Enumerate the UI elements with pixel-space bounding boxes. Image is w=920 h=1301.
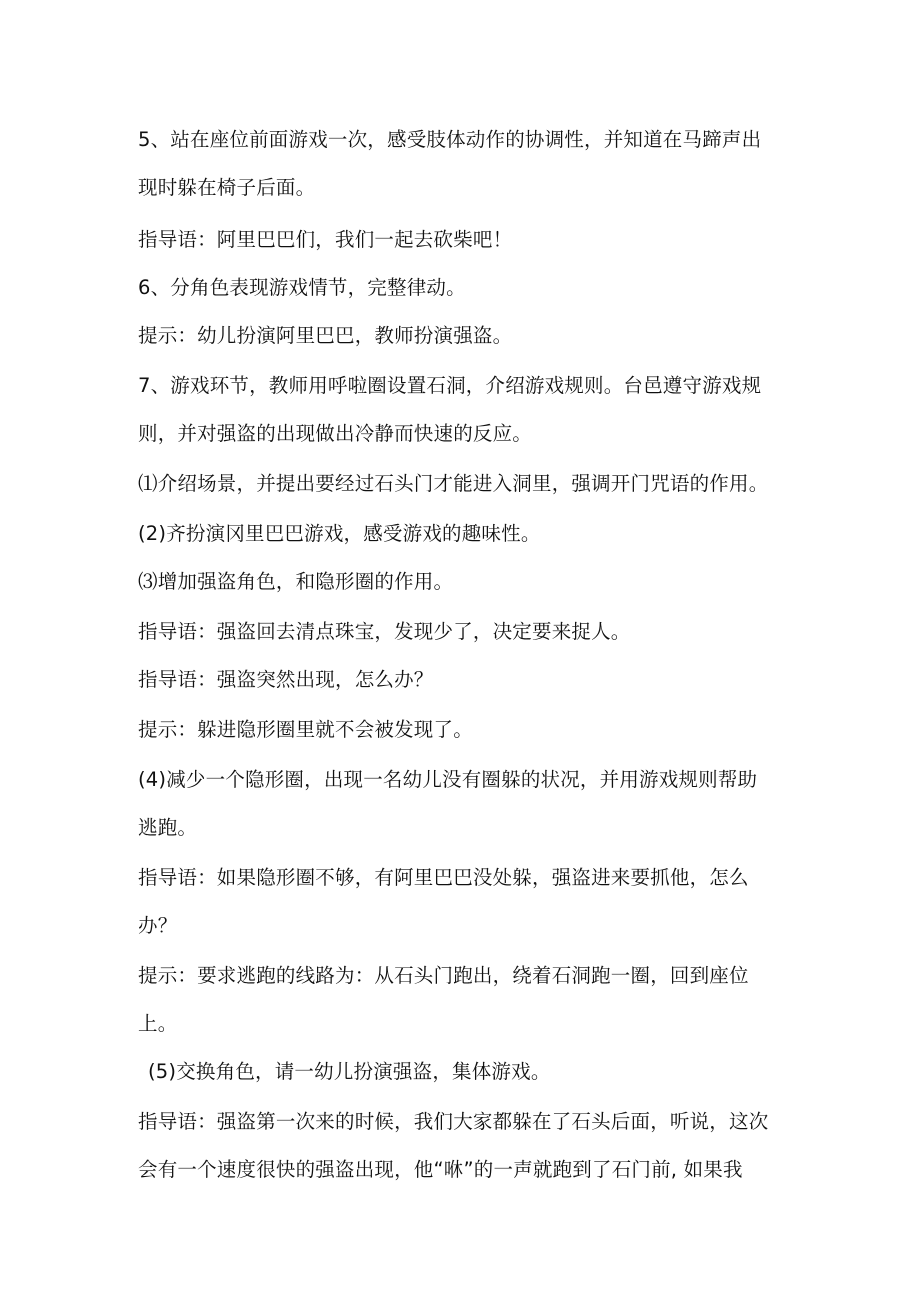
text-line: (2)齐扮演冈里巴巴游戏，感受游戏的趣味性。	[138, 522, 541, 545]
text-line: 指导语：强盗第一次来的时候，我们大家都躲在了石头后面，听说，这次	[138, 1110, 769, 1133]
text-line: 提示：躲进隐形圈里就不会被发现了。	[138, 718, 473, 741]
text-line: 6、分角色表现游戏情节，完整律动。	[138, 276, 466, 299]
text-line: 则，并对强盗的出现做出冷静而快速的反应。	[138, 422, 533, 445]
text-line: 指导语：强盗回去清点珠宝，发现少了，决定要来捉人。	[138, 620, 631, 643]
text-line: 逃跑。	[138, 816, 198, 839]
text-line: 5、站在座位前面游戏一次，感受肢体动作的协调性，并知道在马蹄声出	[138, 128, 762, 151]
text-line: 提示：幼儿扮演阿里巴巴，教师扮演强盗。	[138, 324, 513, 347]
text-line: 上。	[138, 1012, 178, 1035]
text-line: ⑶增加强盗角色，和隐形圈的作用。	[138, 570, 454, 593]
text-line: (5)交换角色，请一幼儿扮演强盗，集体游戏。	[148, 1060, 551, 1083]
text-line: 指导语：强盗突然出现，怎么办？	[138, 668, 434, 691]
text-line: 会有一个速度很快的强盗出现，他“咻”的一声就跑到了石门前, 如果我	[138, 1158, 743, 1181]
text-line: 指导语：阿里巴巴们，我们一起去砍柴吧！	[138, 228, 513, 251]
text-line: 指导语：如果隐形圈不够，有阿里巴巴没处躲，强盗进来要抓他，怎么	[138, 866, 749, 889]
text-line: 7、游戏环节，教师用呼啦圈设置石洞，介绍游戏规则。台邑遵守游戏规	[138, 374, 762, 397]
text-line: 办？	[138, 914, 178, 937]
text-line: 提示：要求逃跑的线路为：从石头门跑出，绕着石洞跑一圈，回到座位	[138, 964, 749, 987]
text-line: (4)减少一个隐形圈，出现一名幼儿没有圈躲的状况，并用游戏规则帮助	[138, 768, 758, 791]
text-line: 现时躲在椅子后面。	[138, 176, 316, 199]
text-line: ⑴介绍场景，并提出要经过石头门才能进入洞里，强调开门咒语的作用。	[138, 472, 769, 495]
